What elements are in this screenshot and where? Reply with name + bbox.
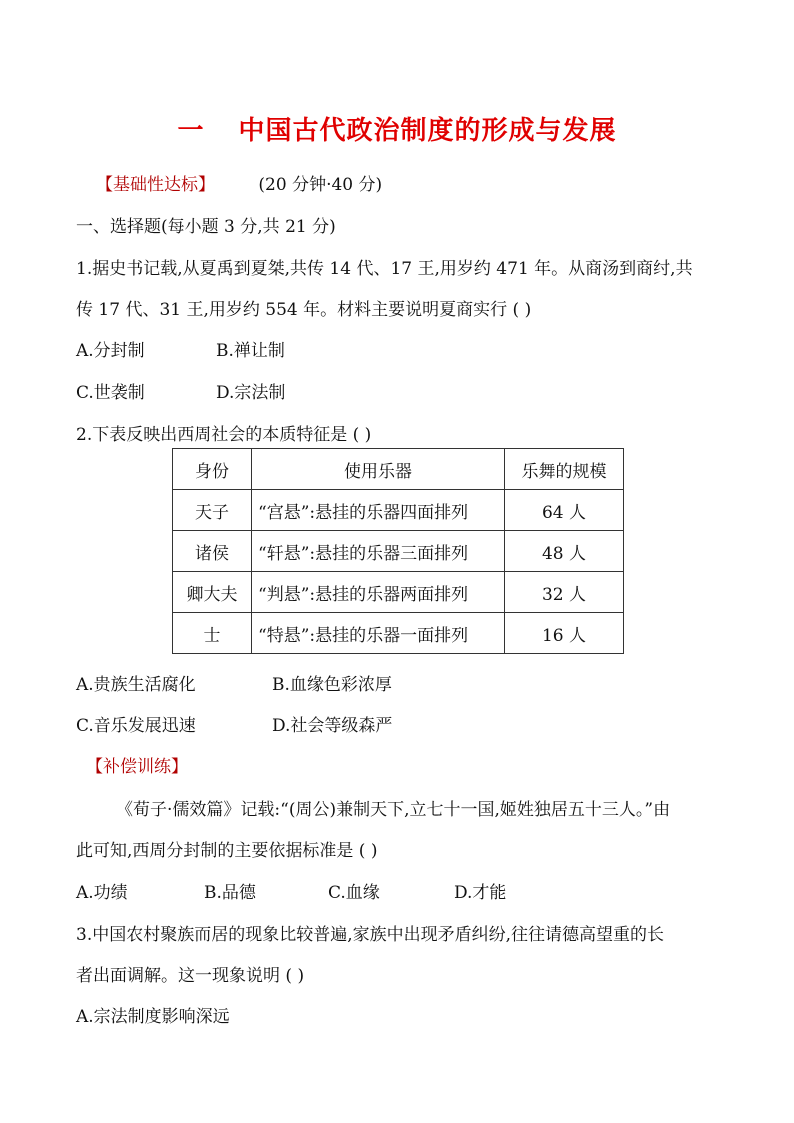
q1-stem-line2: 传 17 代、31 王,用岁约 554 年。材料主要说明夏商实行 ( ) [76, 300, 532, 320]
table-row [173, 531, 624, 572]
supplement-option-c: C.血缘 [328, 883, 380, 903]
supplement-option-a: A.功绩 [76, 883, 128, 903]
table-cell: 诸侯 [173, 531, 252, 572]
title-text: 中国古代政治制度的形成与发展 [238, 116, 617, 146]
table-cell: 16 人 [505, 613, 624, 654]
table-row [173, 490, 624, 531]
table-cell: “宫悬”:悬挂的乐器四面排列 [252, 490, 505, 531]
section-time-score: (20 分钟·40 分) [258, 175, 383, 195]
q2-option-b: B.血缘色彩浓厚 [272, 675, 392, 695]
section-tag: 【基础性达标】 [96, 175, 215, 195]
q2-option-c: C.音乐发展迅速 [76, 716, 196, 736]
table-cell: 48 人 [505, 531, 624, 572]
table-header-cell: 乐舞的规模 [505, 449, 624, 490]
table-cell: “轩悬”:悬挂的乐器三面排列 [252, 531, 505, 572]
table-cell: 32 人 [505, 572, 624, 613]
table-row [173, 572, 624, 613]
q1-option-a: A.分封制 [76, 341, 145, 361]
table-row [173, 613, 624, 654]
table-cell: 64 人 [505, 490, 624, 531]
table-cell: 天子 [173, 490, 252, 531]
table-cell: “判悬”:悬挂的乐器两面排列 [252, 572, 505, 613]
q2-option-a: A.贵族生活腐化 [76, 675, 196, 695]
part-heading: 一、选择题(每小题 3 分,共 21 分) [76, 217, 336, 237]
section-header [96, 170, 382, 195]
table-cell: 卿大夫 [173, 572, 252, 613]
q2-option-d: D.社会等级森严 [272, 716, 393, 736]
q1-option-b: B.禅让制 [216, 341, 285, 361]
table-cell: “特悬”:悬挂的乐器一面排列 [252, 613, 505, 654]
supplement-stem-line1: 《荀子·儒效篇》记载:“(周公)兼制天下,立七十一国,姬姓独居五十三人。”由 [116, 800, 671, 820]
page-title [0, 110, 794, 147]
table-cell: 士 [173, 613, 252, 654]
table-header-cell: 身份 [173, 449, 252, 490]
supplement-option-d: D.才能 [454, 883, 507, 903]
supplement-stem-line2: 此可知,西周分封制的主要依据标准是 ( ) [76, 841, 378, 861]
q3-option-a: A.宗法制度影响深远 [76, 1007, 230, 1027]
table-header-row [173, 449, 624, 490]
table-header-cell: 使用乐器 [252, 449, 505, 490]
supplement-option-b: B.品德 [204, 883, 256, 903]
supplement-tag: 【补偿训练】 [86, 757, 188, 777]
q1-option-d: D.宗法制 [216, 383, 286, 403]
q3-stem-line1: 3.中国农村聚族而居的现象比较普遍,家族中出现矛盾纠纷,往往请德高望重的长 [76, 925, 665, 945]
q2-stem: 2.下表反映出西周社会的本质特征是 ( ) [76, 425, 372, 445]
q1-stem-line1: 1.据史书记载,从夏禹到夏桀,共传 14 代、17 王,用岁约 471 年。从商汤到商纣,共 [76, 259, 693, 279]
title-number: 一 [177, 116, 205, 146]
q3-stem-line2: 者出面调解。这一现象说明 ( ) [76, 966, 305, 986]
q1-option-c: C.世袭制 [76, 383, 145, 403]
music-rank-table [172, 448, 624, 654]
